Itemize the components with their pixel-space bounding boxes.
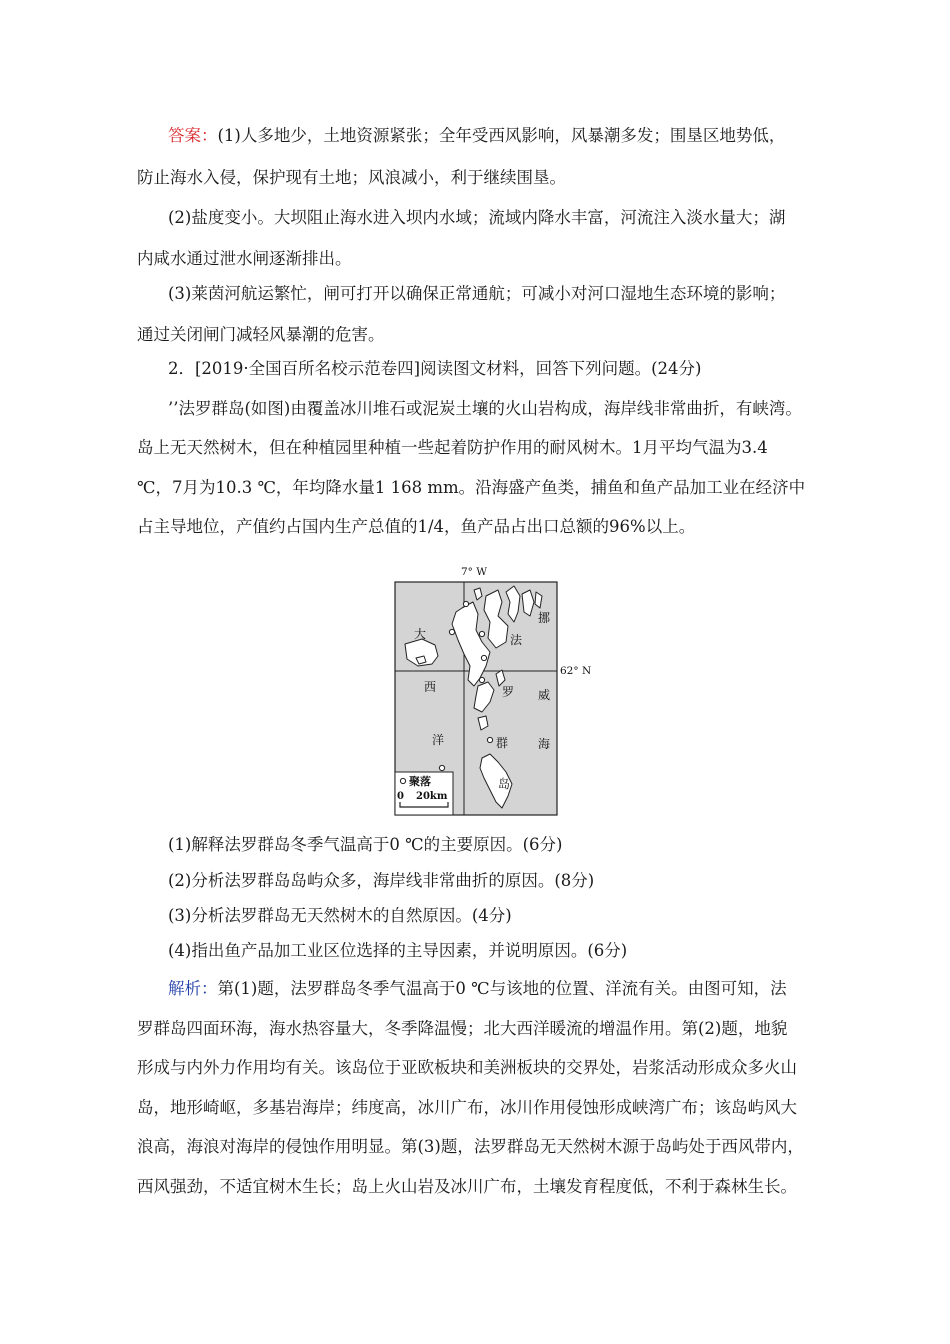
answer-line-4: 内咸水通过泄水闸逐渐排出。 (137, 249, 352, 268)
sea-east-char-3: 海 (538, 737, 551, 751)
sea-east-char-1: 挪 (538, 611, 551, 625)
scale-km-label: 20km (416, 791, 448, 802)
islands-char-2: 罗 (502, 685, 515, 699)
analysis-label: 解析： (168, 979, 218, 998)
islands-char-3: 群 (496, 736, 509, 750)
answer-line-1: 答案：(1)人多地少，土地资源紧张；全年受西风影响，风暴潮多发；围垦区地势低， (168, 126, 786, 145)
scale-zero-label: 0 (397, 791, 404, 802)
islands-char-1: 法 (510, 633, 523, 647)
settlement-3 (479, 631, 484, 636)
material-line-4: 占主导地位，产值约占国内生产总值的1/4，鱼产品占出口总额的96%以上。 (137, 517, 696, 536)
question-1: (1)解释法罗群岛冬季气温高于0 ℃的主要原因。(6分) (168, 835, 563, 854)
settlement-4 (481, 655, 486, 660)
material-line-1: ’’法罗群岛(如图)由覆盖冰川堆石或泥炭土壤的火山岩构成，海岸线非常曲折，有峡湾。 (168, 399, 802, 418)
answer-line-2: 防止海水入侵，保护现有土地；风浪减小，利于继续围垦。 (137, 168, 566, 187)
material-line-2: 岛上无天然树木，但在种植园里种植一些起着防护作用的耐风树木。1月平均气温为3.4 (137, 438, 768, 457)
ocean-west-char-1: 大 (414, 627, 427, 641)
map-svg (378, 562, 600, 818)
analysis-line-5: 浪高，海浪对海岸的侵蚀作用明显。第(3)题，法罗群岛无天然树木源于岛屿处于西风带内， (137, 1137, 804, 1156)
answer-line-3: (2)盐度变小。大坝阻止海水进入坝内水域；流域内降水丰富，河流注入淡水量大；湖 (168, 208, 786, 227)
ocean-west-char-2: 西 (424, 680, 437, 694)
question-header: 2．[2019·全国百所名校示范卷四]阅读图文材料，回答下列问题。(24分) (168, 359, 702, 378)
analysis-line-4: 岛，地形崎岖，多基岩海岸；纬度高，冰川广布，冰川作用侵蚀形成峡湾广布；该岛屿风大 (137, 1098, 797, 1117)
analysis-line-1: 解析：第(1)题，法罗群岛冬季气温高于0 ℃与该地的位置、洋流有关。由图可知，法 (168, 979, 787, 998)
question-2: (2)分析法罗群岛岛屿众多，海岸线非常曲折的原因。(8分) (168, 871, 595, 890)
question-3: (3)分析法罗群岛无天然树木的自然原因。(4分) (168, 906, 512, 925)
settlement-6 (487, 737, 492, 742)
longitude-label: 7° W (460, 566, 488, 578)
sea-east-char-2: 威 (538, 688, 551, 702)
settlement-1 (449, 629, 454, 634)
answer-line-6: 通过关闭闸门减轻风暴潮的危害。 (137, 325, 385, 344)
question-4: (4)指出鱼产品加工业区位选择的主导因素，并说明原因。(6分) (168, 941, 628, 960)
analysis-line-2: 罗群岛四面环海，海水热容量大，冬季降温慢；北大西洋暖流的增温作用。第(2)题，地貌 (137, 1019, 788, 1038)
analysis-line-6: 西风强劲，不适宜树木生长；岛上火山岩及冰川广布，土壤发育程度低，不利于森林生长。 (137, 1177, 797, 1196)
legend-settlement-label: 聚落 (409, 775, 431, 788)
analysis-line-3: 形成与内外力作用均有关。该岛位于亚欧板块和美洲板块的交界处，岩浆活动形成众多火山 (137, 1058, 797, 1077)
ocean-west-char-3: 洋 (432, 733, 445, 747)
settlement-7 (439, 765, 444, 770)
settlement-5 (479, 677, 484, 682)
legend-settlement-symbol (400, 778, 405, 783)
answer-line-5: (3)莱茵河航运繁忙，闸可打开以确保正常通航；可减小对河口湿地生态环境的影响； (168, 284, 786, 303)
latitude-label: 62° N (560, 665, 592, 677)
answer-label: 答案： (168, 126, 218, 145)
settlement-2 (463, 601, 468, 606)
material-line-3: ℃，7月为10.3 ℃，年均降水量1 168 mm。沿海盛产鱼类，捕鱼和鱼产品加工业在经济中 (137, 478, 806, 497)
islands-char-4: 岛 (498, 777, 511, 791)
faroe-islands-map (378, 562, 600, 818)
